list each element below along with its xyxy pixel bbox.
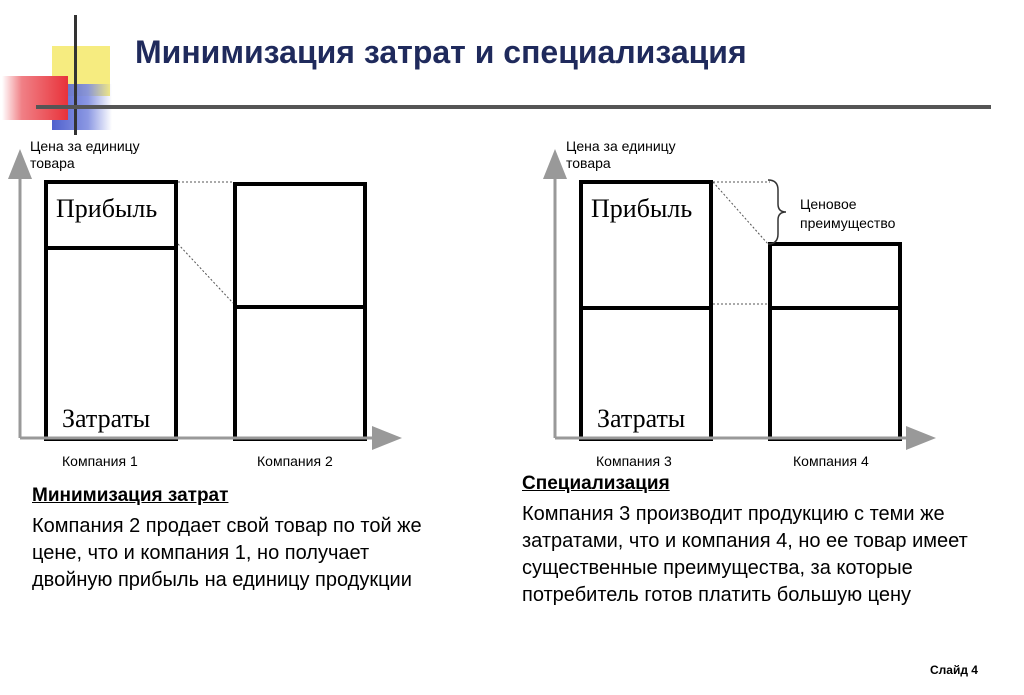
left-body-text: Компания 2 продает свой товар по той же цене, что и компания 1, но получает двойную прибыль на единицу продукции bbox=[32, 515, 422, 591]
company-3-cost-label: Затраты bbox=[597, 404, 686, 433]
company-1-label: Компания 1 bbox=[62, 453, 138, 469]
page-title: Минимизация затрат и специализация bbox=[135, 34, 747, 70]
price-advantage-line2: преимущество bbox=[800, 215, 896, 231]
right-body-text: Компания 3 производит продукцию с теми же затратами, что и компания 4, но ее товар имеет существенные преимущества, за которые потребитель готов платить большую цену bbox=[522, 503, 968, 606]
left-y-axis-label-line2: товара bbox=[30, 155, 75, 171]
company-2-label: Компания 2 bbox=[257, 453, 333, 469]
company-3-profit-label: Прибыль bbox=[591, 194, 693, 223]
price-advantage-line1: Ценовое bbox=[800, 196, 857, 212]
left-y-axis-label-line1: Цена за единицу bbox=[30, 138, 140, 154]
right-heading: Специализация bbox=[522, 473, 670, 494]
left-cost-guide bbox=[178, 244, 233, 303]
price-advantage-brace bbox=[768, 180, 786, 244]
slide-number: Слайд 4 bbox=[930, 663, 978, 677]
company-1-profit-label: Прибыль bbox=[56, 194, 158, 223]
company-1-cost-label: Затраты bbox=[62, 404, 151, 433]
right-y-axis-label-line2: товара bbox=[566, 155, 611, 171]
company-3-label: Компания 3 bbox=[596, 453, 672, 469]
right-y-axis-label-line1: Цена за единицу bbox=[566, 138, 676, 154]
right-price-guide bbox=[713, 182, 768, 244]
left-heading: Минимизация затрат bbox=[32, 485, 229, 506]
company-4-label: Компания 4 bbox=[793, 453, 869, 469]
